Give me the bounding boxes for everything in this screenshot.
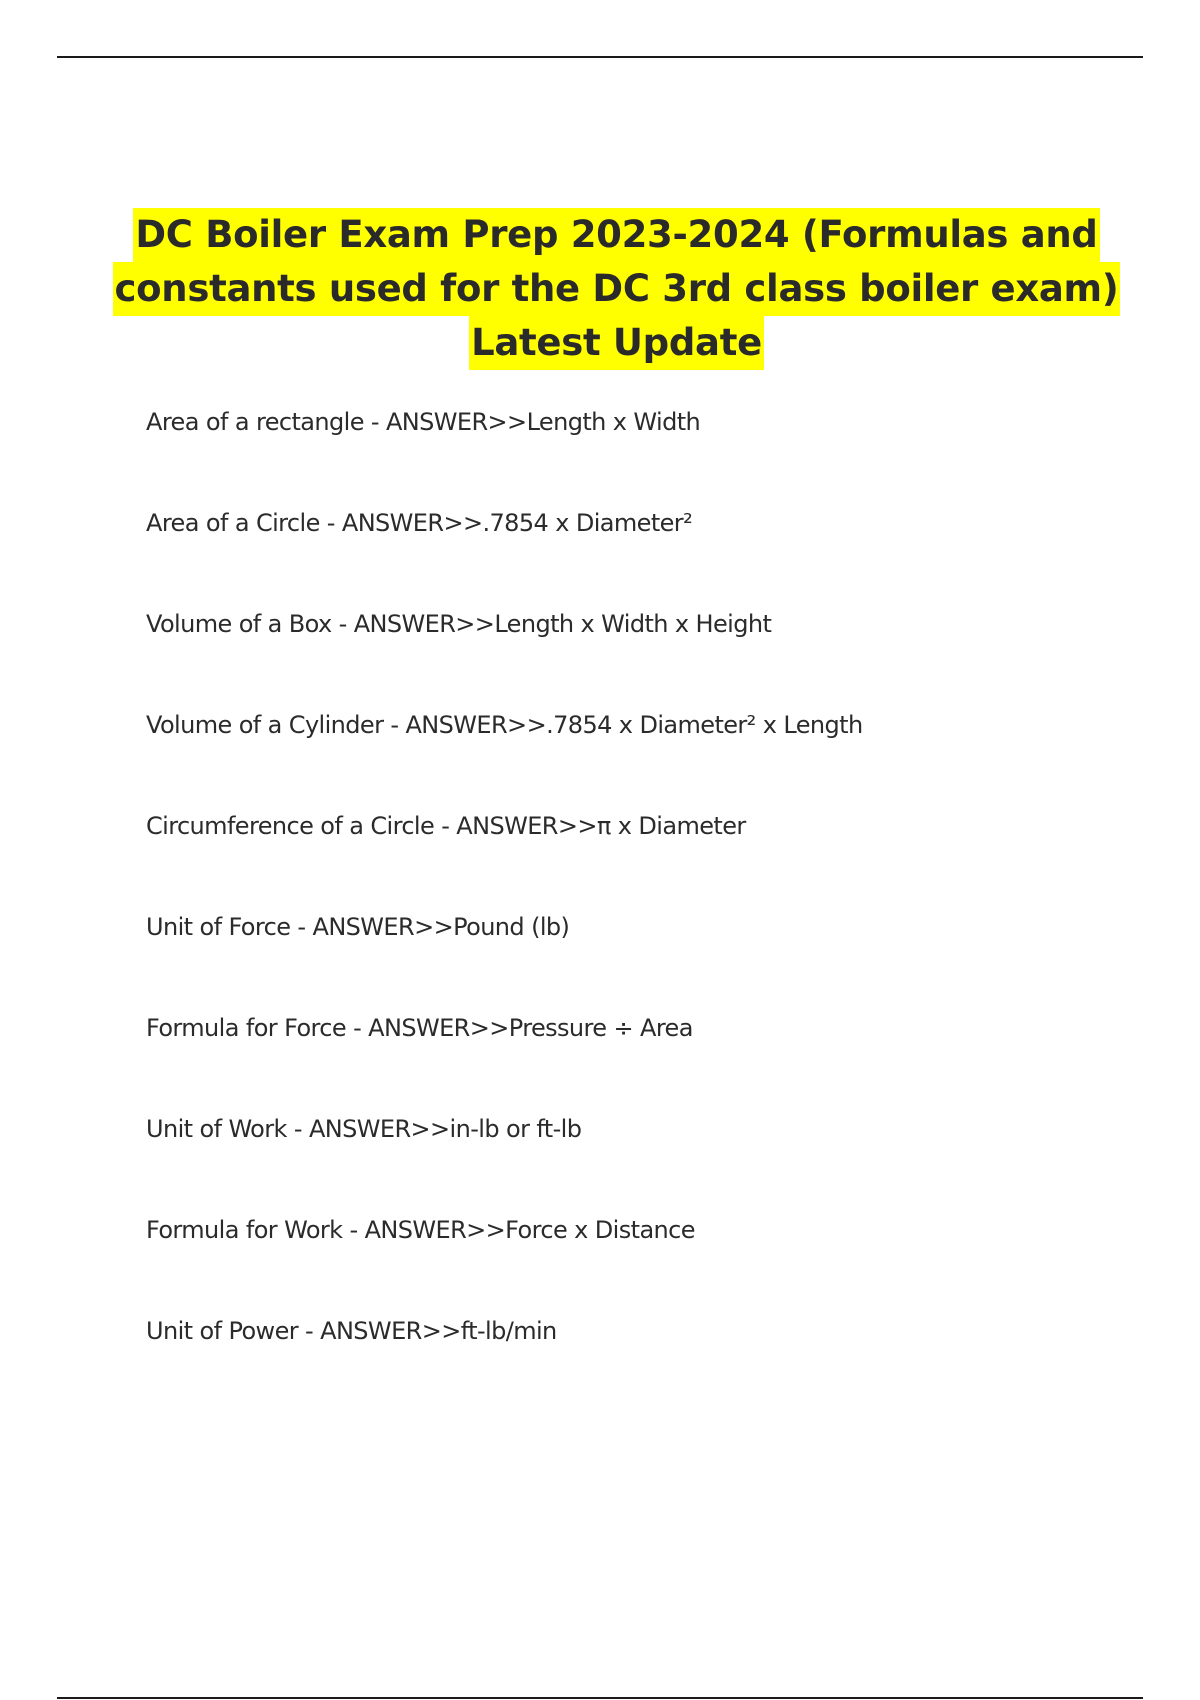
list-item: Circumference of a Circle - ANSWER>>π x Diameter (146, 812, 746, 840)
list-item: Unit of Work - ANSWER>>in-lb or ft-lb (146, 1115, 582, 1143)
list-item: Volume of a Box - ANSWER>>Length x Width x Height (146, 610, 772, 638)
flashcard-list (146, 396, 863, 1406)
list-item: Unit of Force - ANSWER>>Pound (lb) (146, 913, 570, 941)
list-item: Formula for Force - ANSWER>>Pressure ÷ Area (146, 1014, 693, 1042)
bottom-rule (57, 1697, 1143, 1699)
list-item: Volume of a Cylinder - ANSWER>>.7854 x Diameter² x Length (146, 711, 863, 739)
list-item: Area of a Circle - ANSWER>>.7854 x Diameter² (146, 509, 693, 537)
top-rule (57, 56, 1143, 58)
list-item: Unit of Power - ANSWER>>ft-lb/min (146, 1317, 557, 1345)
list-item: Area of a rectangle - ANSWER>>Length x Width (146, 408, 701, 436)
list-item: Formula for Work - ANSWER>>Force x Distance (146, 1216, 695, 1244)
title-line-2: constants used for the DC 3rd class boiler exam) (113, 262, 1121, 316)
document-title (0, 208, 1200, 370)
title-line-1: DC Boiler Exam Prep 2023-2024 (Formulas and (133, 208, 1099, 262)
title-line-3: Latest Update (469, 316, 764, 370)
